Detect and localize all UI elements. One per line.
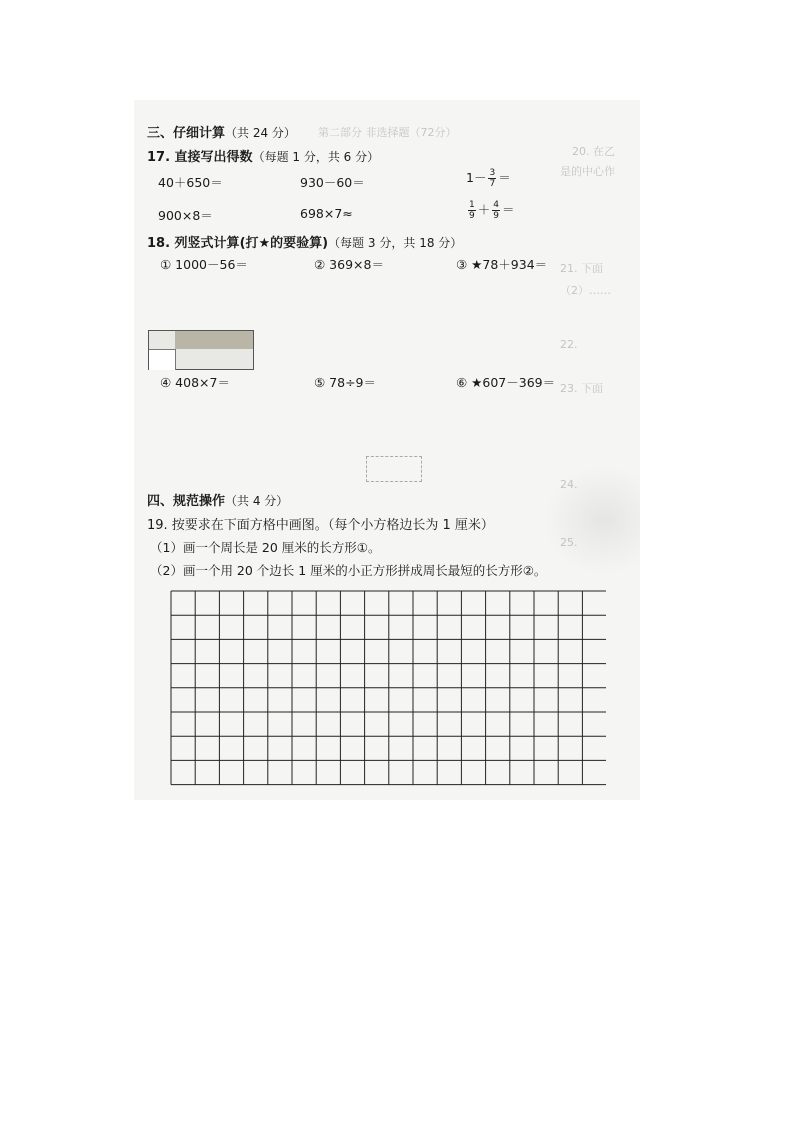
bleed-through-text: 25.	[560, 536, 578, 549]
q18-item-1: ① 1000－56＝	[160, 257, 248, 272]
fraction: $\frac{1}{9}$	[469, 200, 475, 221]
q17-item-1: 40＋650＝	[158, 175, 223, 190]
q18-item-6: ⑥ ★607－369＝	[456, 375, 556, 390]
bleed-through-text: 22.	[560, 338, 578, 351]
question-19-title: 19. 按要求在下面方格中画图。（每个小方格边长为 1 厘米）	[147, 518, 494, 533]
drawing-grid[interactable]	[170, 590, 606, 798]
q19-sub-1: （1）画一个周长是 20 厘米的长方形①。	[150, 540, 381, 555]
q19-sub-2: （2）画一个用 20 个边长 1 厘米的小正方形拼成周长最短的长方形②。	[150, 563, 547, 578]
torn-label-fragment	[148, 330, 254, 370]
bleed-through-text: 24.	[560, 478, 578, 491]
fraction: $\frac{3}{7}$	[489, 168, 496, 189]
question-17-title: 17. 直接写出得数（每题 1 分，共 6 分）	[147, 150, 380, 165]
q18-item-5: ⑤ 78÷9＝	[314, 375, 377, 390]
q17-item-2: 930－60＝	[300, 175, 365, 190]
q18-item-2: ② 369×8＝	[314, 257, 384, 272]
q17-item-4: 900×8＝	[158, 208, 213, 223]
question-18-title: 18. 列竖式计算(打★的要验算)（每题 3 分，共 18 分）	[147, 236, 463, 251]
section-4-heading: 四、规范操作（共 4 分）	[147, 494, 289, 509]
bleed-through-text: 第二部分 非选择题（72分）	[318, 126, 457, 139]
bleed-through-text: 20. 在乙	[572, 145, 615, 158]
bleed-through-text: 21. 下面	[560, 262, 603, 275]
bleed-through-stamp	[366, 456, 422, 482]
bleed-through-text: 23. 下面	[560, 382, 603, 395]
section-3-heading: 三、仔细计算（共 24 分）	[147, 126, 296, 141]
q17-item-3: 1－ $\frac{3}{7}$ ＝	[466, 168, 511, 189]
bleed-through-text: 是的中心作	[560, 165, 615, 178]
q18-item-4: ④ 408×7＝	[160, 375, 230, 390]
bleed-through-text: （2）……	[560, 284, 611, 297]
q17-item-5: 698×7≈	[300, 206, 353, 221]
q17-item-6: $\frac{1}{9}$ ＋ $\frac{4}{9}$ ＝	[469, 200, 515, 221]
q18-item-3: ③ ★78＋934＝	[456, 257, 548, 272]
fraction: $\frac{4}{9}$	[493, 200, 499, 221]
